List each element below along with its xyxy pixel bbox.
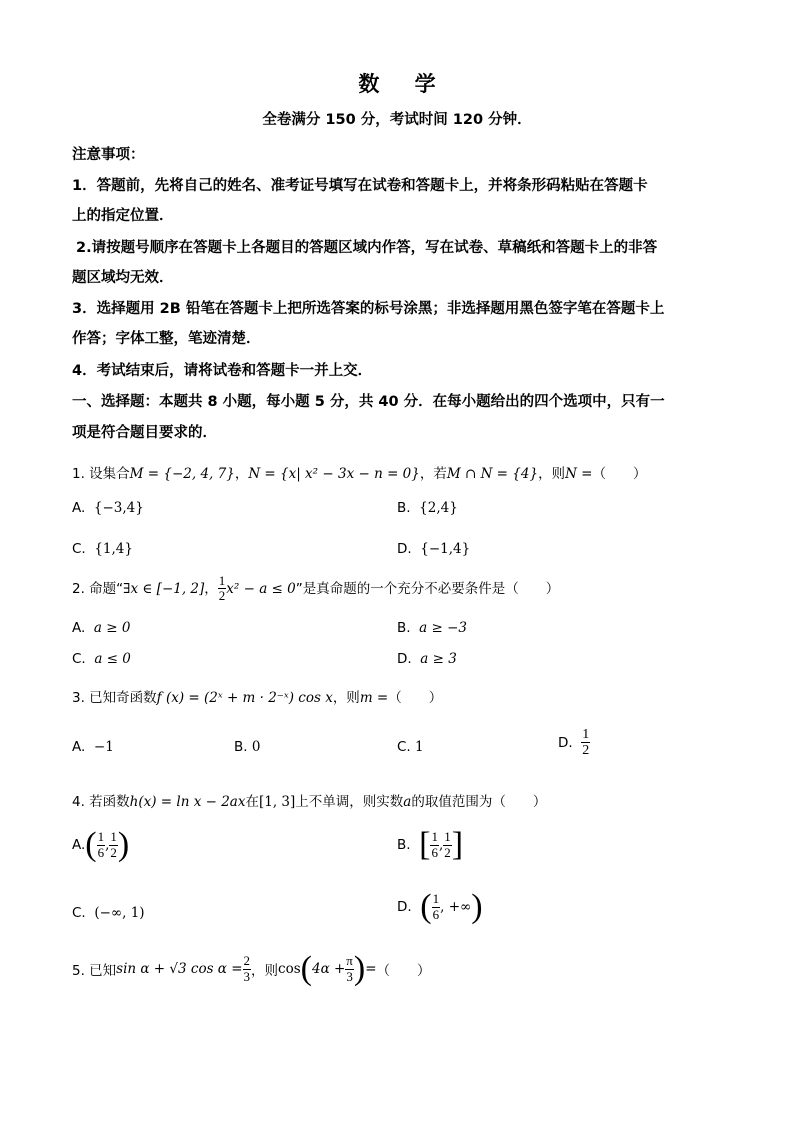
q1-set-m: M = {−2, 4, 7} xyxy=(129,466,235,482)
q1-tail: ，则 xyxy=(538,466,566,482)
q1-option-d: D. {−1,4} xyxy=(397,541,471,557)
q2-option-d: D. a ≥ 3 xyxy=(397,651,457,667)
question-3: 3. 已知奇函数f (x) = (2ˣ + m · 2⁻ˣ) cos x，则m =（ ） xyxy=(72,690,443,706)
exam-subtitle: 全卷满分 150 分，考试时间 120 分钟． xyxy=(262,112,532,128)
q4-option-c: C. (−∞, 1) xyxy=(72,905,145,921)
notes-heading: 注意事项： xyxy=(72,147,145,163)
q4-tail: 的取值范围为（ ） xyxy=(411,794,547,810)
q3-prefix: 3. 已知奇函数 xyxy=(72,690,157,706)
q2-exists: ∃x ∈ [−1, 2] xyxy=(123,580,205,597)
page-title: 数 学 xyxy=(358,72,450,96)
note-item-2-line-2: 题区域均无效． xyxy=(72,270,174,286)
note-item-3-line-1: 3．选择题用 2B 铅笔在答题卡上把所选答案的标号涂黑；非选择题用黑色签字笔在答题卡上 xyxy=(72,301,665,317)
q2-expression: x² − a ≤ 0 xyxy=(226,580,296,597)
q4-function: h(x) = ln x − 2ax xyxy=(129,794,246,810)
q4-variable: a xyxy=(403,794,412,810)
section-1-heading-line-1: 一、选择题：本题共 8 小题，每小题 5 分，共 40 分．在每小题给出的四个选项中，只有一 xyxy=(72,394,665,410)
q3-answer-paren: （ ） xyxy=(388,690,443,706)
q2-option-a: A. a ≥ 0 xyxy=(72,620,131,636)
q1-ask: N = xyxy=(565,466,593,482)
note-item-4: 4．考试结束后，请将试卷和答题卡一并上交． xyxy=(72,363,373,379)
note-item-3-line-2: 作答；字体工整，笔迹清楚． xyxy=(72,331,261,347)
q3-function: f (x) = (2ˣ + m · 2⁻ˣ) cos x xyxy=(156,690,333,706)
q3-option-b: B. 0 xyxy=(234,739,261,755)
q1-option-a: A. {−3,4} xyxy=(72,500,144,516)
q1-option-b: B. {2,4} xyxy=(397,500,458,516)
q4-interval: [1, 3] xyxy=(258,794,296,810)
q3-ask: m = xyxy=(359,690,389,706)
note-item-1-line-1: 1．答题前，先将自己的姓名、准考证号填写在试卷和答题卡上，并将条形码粘贴在答题卡 xyxy=(72,178,648,194)
q4-option-a: A.( $\frac{1}{6}$ , $\frac{1}{2}$ ) xyxy=(72,826,130,863)
q2-fraction: $\frac{1}{2}$ xyxy=(218,573,226,604)
q2-option-b: B. a ≥ −3 xyxy=(397,620,467,636)
q1-answer-paren: （ ） xyxy=(592,466,647,482)
q1-option-c: C. {1,4} xyxy=(72,541,133,557)
q4-option-b: B. [ $\frac{1}{6}$ , $\frac{1}{2}$ ] xyxy=(397,826,464,863)
q1-prefix: 1. 设集合 xyxy=(72,466,130,482)
note-item-1-line-2: 上的指定位置． xyxy=(72,208,174,224)
q1-set-n: N = {x| x² − 3x − n = 0} xyxy=(248,466,420,482)
q1-sep: ， xyxy=(234,466,249,482)
question-4: 4. 若函数h(x) = ln x − 2ax在[1, 3]上不单调，则实数a的取值范围为（ ） xyxy=(72,794,547,810)
q5-prefix: 5. 已知 xyxy=(72,963,117,979)
q5-answer-paren: （ ） xyxy=(376,963,431,979)
section-1-heading-line-2: 项是符合题目要求的． xyxy=(72,425,217,441)
q2-tail: ”是真命题的一个充分不必要条件是（ ） xyxy=(295,580,560,597)
q4-option-d: D. ( $\frac{1}{6}$ , +∞) xyxy=(397,888,483,925)
q4-prefix: 4. 若函数 xyxy=(72,794,130,810)
question-2: 2. 命题“∃x ∈ [−1, 2]， $\frac{1}{2}$ x² − a ≤ 0”是真命题的一个充分不必要条件是（ ） xyxy=(72,573,560,604)
q3-option-a: A. −1 xyxy=(72,739,114,755)
q1-condition: M ∩ N = {4} xyxy=(446,466,539,482)
note-item-2-line-1: 2.请按题号顺序在答题卡上各题目的答题区域内作答，写在试卷、草稿纸和答题卡上的非答 xyxy=(76,240,658,256)
q3-option-d: D. $\frac{1}{2}$ xyxy=(558,727,590,759)
question-5: 5. 已知sin α + √3 cos α = $\frac{2}{3}$ ，则cos(4α + $\frac{\pi}{3}$ )=（ ） xyxy=(72,950,431,987)
q2-prefix: 2. 命题“ xyxy=(72,580,124,597)
q3-option-c: C. 1 xyxy=(397,739,424,755)
q1-mid: ，若 xyxy=(419,466,447,482)
question-1 xyxy=(72,462,646,482)
q5-expression: sin α + √3 cos α = xyxy=(116,961,243,977)
q2-option-c: C. a ≤ 0 xyxy=(72,651,131,667)
